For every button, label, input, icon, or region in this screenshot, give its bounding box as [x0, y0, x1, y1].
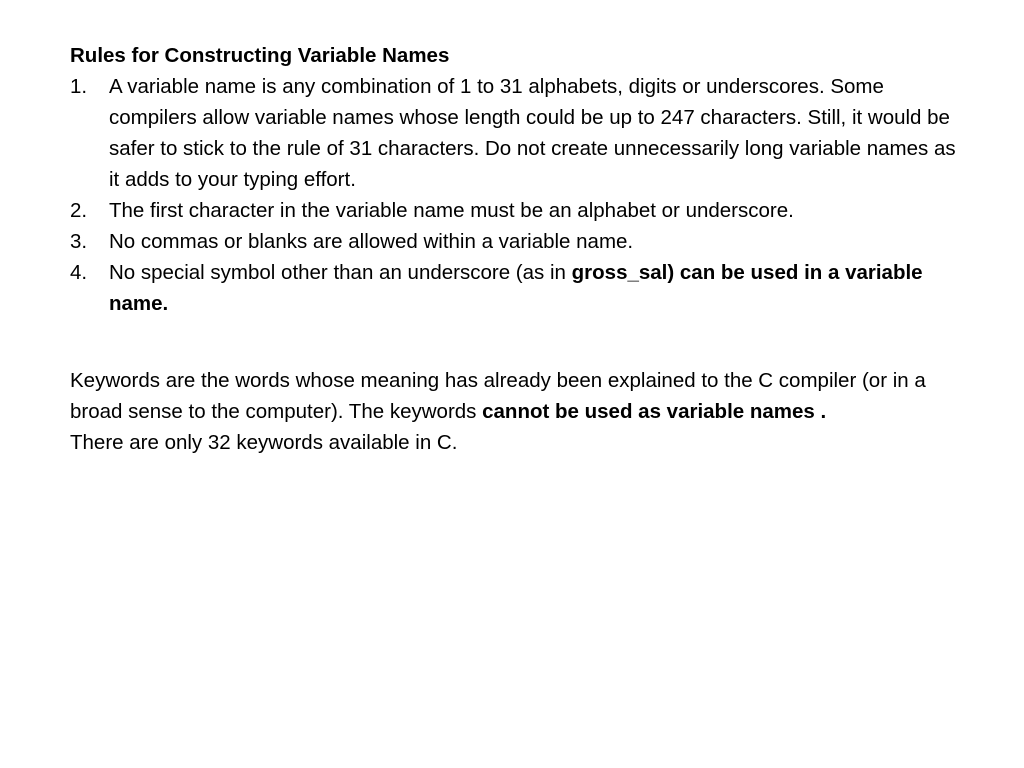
rule-text: No special symbol other than an underscore (as in	[109, 261, 572, 284]
slide-content	[70, 40, 970, 458]
keywords-text: Keywords are the words whose meaning has already been explained to the C compiler (or in a broad sense to the computer). The keywords	[70, 369, 926, 423]
rule-number: 4.	[70, 261, 88, 284]
rule-item	[70, 71, 970, 195]
section-heading: Rules for Constructing Variable Names	[70, 44, 450, 67]
rule-item	[70, 257, 970, 319]
rule-text-bold: gross_sal) can be used in a variable name.	[109, 261, 923, 315]
rule-item	[70, 195, 970, 226]
rule-text: A variable name is any combination of 1 to 31 alphabets, digits or underscores. Some compilers allow variable names whose length could be up to 247 characters. Still, it would be safer to stick to the rule of 31 characters. Do not create unnecessarily long variable names as it adds to your typing effort.	[109, 75, 956, 191]
rule-text: No commas or blanks are allowed within a variable name.	[109, 230, 634, 253]
rule-number: 1.	[70, 75, 88, 98]
rule-text: The first character in the variable name must be an alphabet or underscore.	[109, 199, 794, 222]
keywords-paragraph	[70, 365, 970, 427]
rule-number: 3.	[70, 230, 88, 253]
rules-list	[70, 71, 970, 319]
keywords-text-bold: cannot be used as variable names .	[482, 400, 827, 423]
rule-number: 2.	[70, 199, 88, 222]
rule-item	[70, 226, 970, 257]
keywords-count: There are only 32 keywords available in C.	[70, 431, 458, 454]
